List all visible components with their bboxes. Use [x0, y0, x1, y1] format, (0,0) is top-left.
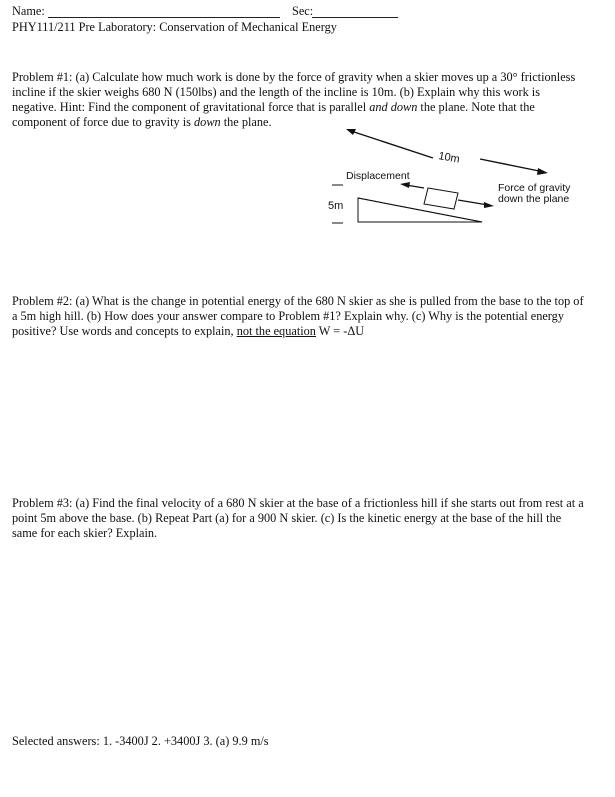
name-blank-line[interactable]	[48, 17, 280, 18]
problem-2	[12, 294, 587, 339]
problem-1	[12, 70, 587, 130]
force-arrow-line	[458, 200, 488, 205]
height-label: 5m	[328, 200, 344, 212]
force-label-line1: Force of gravity	[498, 182, 571, 194]
sec-label: Sec:	[292, 4, 314, 18]
problem-1-text-c2: Note that the component of force due to gravity is	[12, 100, 535, 129]
course-title: PHY111/211 Pre Laboratory: Conservation of Mechanical Energy	[12, 20, 337, 34]
problem-1-text-a: Problem #1: (a) Calculate how much work is done by the force of gravity when a skier moves up a 30° frictionless incline if the skier weighs 680 N (150lbs) and the length of the incline is 10m. (b) Explain why this work is negative. Hint: Find the component of gravitational force that is parallel	[12, 70, 576, 114]
displacement-label: Displacement	[346, 170, 410, 182]
force-label-line2: down the plane	[498, 193, 570, 205]
problem-1-emphasis-down: down	[194, 115, 221, 129]
name-label: Name:	[12, 4, 45, 18]
displacement-arrowhead-upper	[346, 129, 356, 135]
force-arrowhead	[484, 202, 494, 208]
problem-2-text-b: W = -ΔU	[315, 324, 365, 338]
skier-block	[424, 188, 458, 209]
problem-2-underlined: not the equation	[236, 324, 316, 338]
problem-1-text-d: the plane.	[220, 115, 272, 129]
problem-3: Problem #3: (a) Find the final velocity of a 680 N skier at the base of a frictionless hill if she starts out from rest at a point 5m above the base. (b) Repeat Part (a) for a 900 N skier. (c) Is the kinetic energy at the base of the hill the same for each skier? Explain.	[12, 496, 584, 540]
displacement-arrow-line-upper	[348, 130, 433, 158]
sec-blank-line[interactable]	[312, 17, 398, 18]
incline-surface	[358, 198, 482, 222]
length-arrow-line	[480, 159, 544, 172]
length-label: 10m	[437, 150, 461, 166]
displacement-arrowhead	[400, 182, 410, 188]
incline-diagram	[320, 128, 590, 228]
length-arrowhead	[537, 168, 548, 175]
problem-1-text-c: the plane.	[417, 100, 469, 114]
problem-2-text-a: Problem #2: (a) What is the change in potential energy of the 680 N skier as she is pulled from the base to the top of a 5m high hill. (b) How does your answer compare to Problem #1? Explain why. (c) Why is the potential energy positive? Use words and concepts to explain,	[12, 294, 584, 338]
problem-1-emphasis-and-down: and down	[369, 100, 418, 114]
selected-answers: Selected answers: 1. -3400J 2. +3400J 3. (a) 9.9 m/s	[12, 734, 269, 748]
